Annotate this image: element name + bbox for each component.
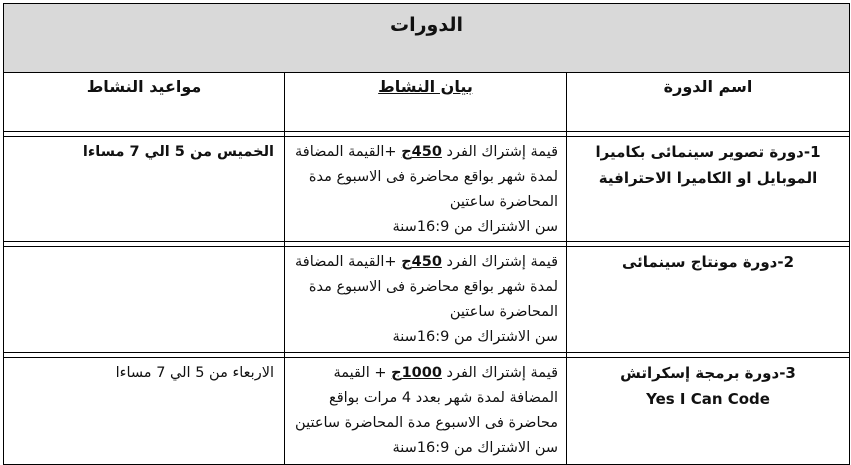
fee-prefix: قيمة إشتراك الفرد <box>441 254 559 270</box>
fee-amount: 450ج <box>401 254 442 270</box>
header-description-label: بيان النشاط <box>378 77 473 96</box>
course-description-cell <box>285 247 567 353</box>
header-row <box>4 73 850 132</box>
description-line: محاضرة فى الاسبوع مدة المحاضرة ساعتين <box>295 415 559 431</box>
header-description <box>285 73 567 132</box>
fee-line <box>293 140 558 165</box>
fee-line <box>293 250 558 275</box>
description-line: لمدة شهر بواقع محاضرة فى الاسبوع مدة <box>308 279 559 295</box>
age-line: سن الاشتراك من 16:9سنة <box>392 440 559 456</box>
fee-suffix: +القيمة المضافة <box>294 254 402 270</box>
course-description-cell <box>285 358 567 465</box>
fee-prefix: قيمة إشتراك الفرد <box>441 144 559 160</box>
course-name-cell <box>567 358 850 465</box>
age-line: سن الاشتراك من 16:9سنة <box>392 329 559 345</box>
course-name-line: 3-دورة برمجة إسكراتش <box>620 364 796 382</box>
course-name-line: الموبايل او الكاميرا الاحترافية <box>598 169 818 187</box>
fee-amount: 1000ج <box>391 365 442 381</box>
table-row <box>4 358 850 465</box>
header-schedule: مواعيد النشاط <box>4 73 285 132</box>
course-name-line: Yes I Can Code <box>646 390 770 408</box>
courses-document <box>3 3 849 456</box>
age-line: سن الاشتراك من 16:9سنة <box>392 219 559 235</box>
course-schedule-cell <box>4 247 285 353</box>
course-name-line: 2-دورة مونتاج سينمائى <box>622 253 795 271</box>
course-name-cell <box>567 247 850 353</box>
courses-table <box>3 3 850 465</box>
description-line: المحاضرة ساعتين <box>449 194 559 210</box>
fee-suffix: +القيمة المضافة <box>294 144 402 160</box>
fee-prefix: قيمة إشتراك الفرد <box>441 365 559 381</box>
table-title: الدورات <box>4 4 850 73</box>
course-description-cell <box>285 137 567 242</box>
description-line: المضافة لمدة شهر بعدد 4 مرات بواقع <box>329 390 559 406</box>
course-schedule-cell: الخميس من 5 الي 7 مساءا <box>4 137 285 242</box>
table-row <box>4 137 850 242</box>
fee-suffix: + القيمة <box>333 365 392 381</box>
table-row <box>4 247 850 353</box>
fee-amount: 450ج <box>401 144 442 160</box>
description-line: لمدة شهر بواقع محاضرة فى الاسبوع مدة <box>308 169 559 185</box>
fee-line <box>293 361 558 386</box>
course-name-cell <box>567 137 850 242</box>
header-course-name: اسم الدورة <box>567 73 850 132</box>
course-schedule-cell: الاربعاء من 5 الي 7 مساءا <box>4 358 285 465</box>
description-line: المحاضرة ساعتين <box>449 304 559 320</box>
course-name-line: 1-دورة تصوير سينمائى بكاميرا <box>595 143 821 161</box>
title-row <box>4 4 850 73</box>
